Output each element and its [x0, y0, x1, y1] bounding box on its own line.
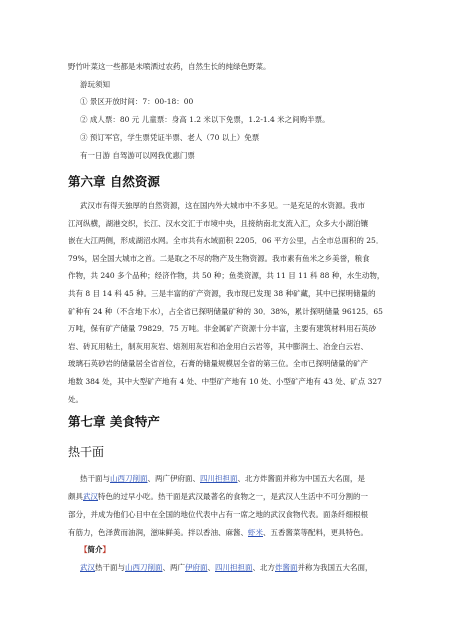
chapter-6-line: 处。: [68, 394, 83, 404]
inline-link[interactable]: 武汉: [80, 563, 95, 572]
inline-link[interactable]: 武汉: [83, 492, 98, 501]
notice-item-discount: ③ 预订军官，学生票凭证半票、老人（70 以上）免票: [80, 133, 260, 142]
inline-link[interactable]: 山西刀削面: [110, 474, 148, 483]
chapter-6-line: 江河纵横，湖港交织，长江、汉水交汇于市境中央，且接纳南北支流入汇，众多大小湖泊镶: [68, 218, 368, 228]
paragraph-line: 有筋力，色泽黄而油润，滋味鲜美。拌以香油、麻酱、虾米、五香酱菜等配料，更具特色。: [68, 528, 368, 537]
chapter-6-line: 武汉市有得天独厚的自然资源，这在国内外大城市中不多见。一是充足的水资源。我市: [80, 201, 365, 210]
tour-notice-heading: 游玩须知: [80, 80, 110, 89]
inline-link[interactable]: 炸酱面: [275, 563, 298, 572]
paragraph-line: 部分，并成为他们心目中在全国的地位代表中占有一席之地的武汉食物代表。面条纤细根根: [68, 510, 368, 519]
chapter-6-line: 玻璃石英砂岩的储量居全省首位，石膏的储量规模居全省的第三位。全市已探明储量的矿产: [68, 359, 368, 369]
chapter-6-line: 地数 384 处，其中大型矿产地有 4 处、中型矿产地有 10 处、小型矿产地有 43 处、矿点 327: [68, 377, 382, 386]
intro-label: 【简介】: [80, 545, 110, 554]
inline-link[interactable]: 四川担担面: [215, 563, 253, 572]
chapter-6-line: 嵌在大江两侧，形成湖沼水网。全市共有水域面积 2205．06 平方公里，占全市总面积的 25．: [68, 236, 384, 246]
section-title-reganmian: 热干面: [68, 445, 105, 459]
inline-link[interactable]: 伊府面: [185, 563, 208, 572]
chapter-7-title: 第七章 美食特产: [68, 414, 160, 429]
inline-link[interactable]: 山西刀削面: [125, 563, 163, 572]
chapter-6-line: 矿种有 24 种（不含地下水），占全省已探明储量矿种的 30．38%，累计探明储量 96125．65: [68, 306, 383, 316]
inline-link[interactable]: 四川担担面: [200, 474, 238, 483]
notice-item-tickets: ② 成人票：80 元 儿童票：身高 1.2 米以下免票，1.2-1.4 米之间购半票。: [80, 115, 330, 124]
intro-label-text: 简介: [87, 545, 103, 554]
chapter-6-line: 万吨，保有矿产储量 79829．75 万吨。非金属矿产资源十分丰富，主要有建筑材料用石英砂: [68, 324, 377, 334]
notice-item-hours: ① 景区开放时间：7：00-18：00: [80, 97, 194, 106]
paragraph-line: 武汉热干面与山西刀削面、两广伊府面、四川担担面、北方炸酱面并称为我国五大名面，: [80, 563, 373, 572]
chapter-6-line: 79%，居全国大城市之首。二是取之不尽的物产及生物资源。我市素有鱼米之乡美誉，粮食: [68, 253, 370, 263]
chapter-6-line: 岩、砖瓦用粘土，制灰用灰岩、熔剂用灰岩和冶金用白云岩等，其中膨润土、冶金白云岩、: [68, 341, 368, 351]
text-line: 野竹叶菜这一些都是未喷洒过农药，自然生长的纯绿色野菜。: [68, 62, 271, 71]
notice-note: 有一日游 自驾游可以网我优惠门票: [80, 151, 195, 160]
chapter-6-title: 第六章 自然资源: [68, 174, 160, 189]
paragraph-line: 热干面与山西刀削面、两广伊府面、四川担担面、北方炸酱面并称为中国五大名面，是: [80, 474, 365, 483]
paragraph-line: 颇具武汉特色的过早小吃。热干面是武汉最著名的食物之一，是武汉人生活中不可分割的一: [68, 492, 368, 501]
chapter-6-line: 作物，共 240 多个品种；经济作物，共 50 种；鱼类资源，共 11 目 11 科 88 种，水生动物，: [68, 271, 385, 281]
inline-link[interactable]: 虾米: [248, 528, 263, 537]
chapter-6-line: 共有 8 目 14 科 45 种。三是丰富的矿产资源，我市现已发现 38 种矿藏，其中已探明储量的: [68, 289, 376, 298]
